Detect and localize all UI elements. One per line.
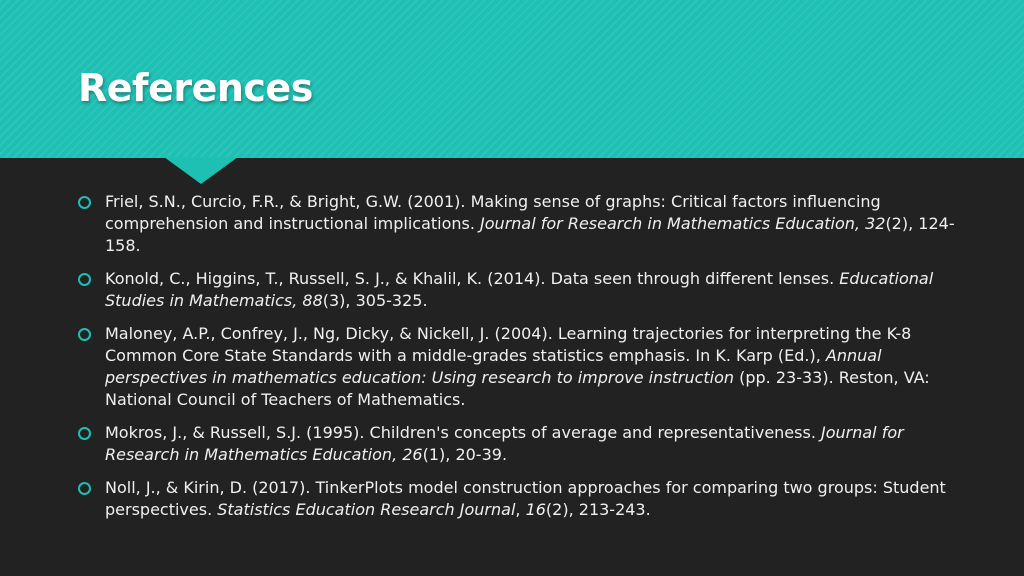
reference-text: Mokros, J., & Russell, S.J. (1995). Children's concepts of average and representativeness.	[105, 423, 821, 442]
reference-text: (2), 213-243.	[545, 500, 651, 519]
reference-source-text: Annual perspectives in mathematics education: Using research to improve instruction	[105, 346, 882, 387]
banner-notch	[164, 157, 238, 184]
reference-text: Noll, J., & Kirin, D. (2017). TinkerPlots model construction approaches for comparing two groups: Student perspectives.	[105, 478, 946, 519]
reference-item	[78, 422, 958, 466]
reference-text: (3), 305-325.	[322, 291, 428, 310]
reference-item	[78, 191, 958, 257]
reference-text: (2), 124-158.	[105, 214, 955, 255]
reference-source-text: Journal for Research in Mathematics Education, 32	[480, 214, 886, 233]
reference-item	[78, 268, 958, 312]
reference-text: ,	[515, 500, 526, 519]
reference-text: (pp. 23-33). Reston, VA: National Council of Teachers of Mathematics.	[105, 368, 930, 409]
reference-source-text: Journal for Research in Mathematics Education, 26	[105, 423, 904, 464]
reference-text: Friel, S.N., Curcio, F.R., & Bright, G.W. (2001). Making sense of graphs: Critical factors influencing comprehension and instructional implications.	[105, 192, 881, 233]
circle-bullet-icon	[78, 482, 91, 495]
reference-source-text: 16	[525, 500, 546, 519]
reference-source-text: Statistics Education Research Journal	[217, 500, 516, 519]
reference-text: Maloney, A.P., Confrey, J., Ng, Dicky, & Nickell, J. (2004). Learning trajectories for interpreting the K-8 Common Core State Standards with a middle-grades statistics emphasis. In K. Karp (Ed.),	[105, 324, 912, 365]
circle-bullet-icon	[78, 196, 91, 209]
reference-item	[78, 323, 958, 411]
slide-title: References	[78, 66, 313, 110]
circle-bullet-icon	[78, 328, 91, 341]
reference-item	[78, 477, 958, 521]
circle-bullet-icon	[78, 427, 91, 440]
reference-list	[78, 191, 958, 532]
reference-text: Konold, C., Higgins, T., Russell, S. J., & Khalil, K. (2014). Data seen through different lenses.	[105, 269, 840, 288]
circle-bullet-icon	[78, 273, 91, 286]
reference-source-text: Educational Studies in Mathematics, 88	[105, 269, 934, 310]
reference-text: (1), 20-39.	[422, 445, 508, 464]
